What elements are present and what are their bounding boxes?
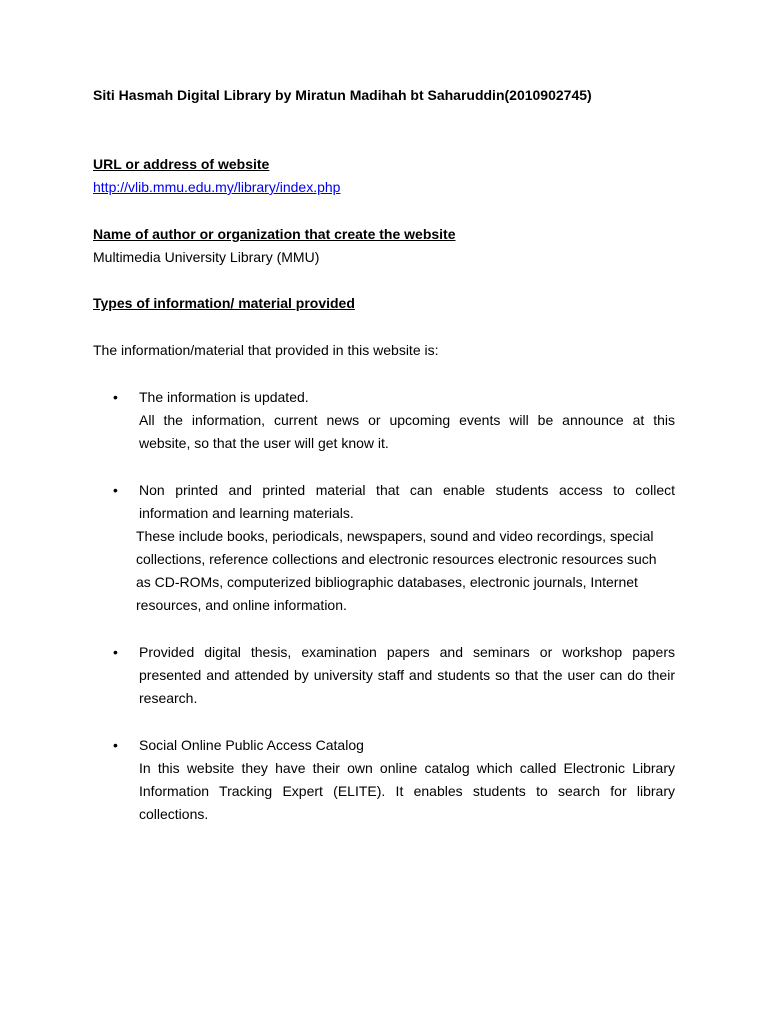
item-2-title-line-2: information and learning materials. [139,505,354,521]
item-3-line-1: Provided digital thesis, examination papers and seminars or workshop papers [139,644,675,660]
item-2-body-line-3: as CD-ROMs, computerized bibliographic databases, electronic journals, Internet [136,574,638,590]
item-2-title-line-1: Non printed and printed material that can enable students access to collect [139,482,675,498]
item-4-body-line-2: Information Tracking Expert (ELITE). It enables students to search for library [139,783,675,799]
bullet-icon: • [113,737,118,753]
bullet-icon: • [113,644,118,660]
item-4-title: Social Online Public Access Catalog [139,737,364,753]
bullet-icon: • [113,482,118,498]
item-4-body-line-1: In this website they have their own online catalog which called Electronic Library [139,760,675,776]
item-1-title: The information is updated. [139,389,309,405]
document-title: Siti Hasmah Digital Library by Miratun Madihah bt Saharuddin(2010902745) [93,87,592,103]
author-value: Multimedia University Library (MMU) [93,249,320,265]
item-1-body-line-2: website, so that the user will get know it. [139,435,389,451]
types-heading: Types of information/ material provided [93,295,355,311]
item-2-body-line-4: resources, and online information. [136,597,347,613]
author-heading: Name of author or organization that create the website [93,226,456,242]
item-2-body-line-2: collections, reference collections and electronic resources electronic resources such [136,551,657,567]
item-1-body-line-1: All the information, current news or upcoming events will be announce at this [139,412,675,428]
bullet-icon: • [113,389,118,405]
website-link[interactable]: http://vlib.mmu.edu.my/library/index.php [93,179,341,195]
item-4-body-line-3: collections. [139,806,209,822]
url-heading: URL or address of website [93,156,270,172]
item-2-body-line-1: These include books, periodicals, newspapers, sound and video recordings, special [136,528,654,544]
item-3-line-3: research. [139,690,198,706]
types-intro: The information/material that provided in this website is: [93,342,439,358]
item-3-line-2: presented and attended by university staff and students so that the user can do their [139,667,675,683]
